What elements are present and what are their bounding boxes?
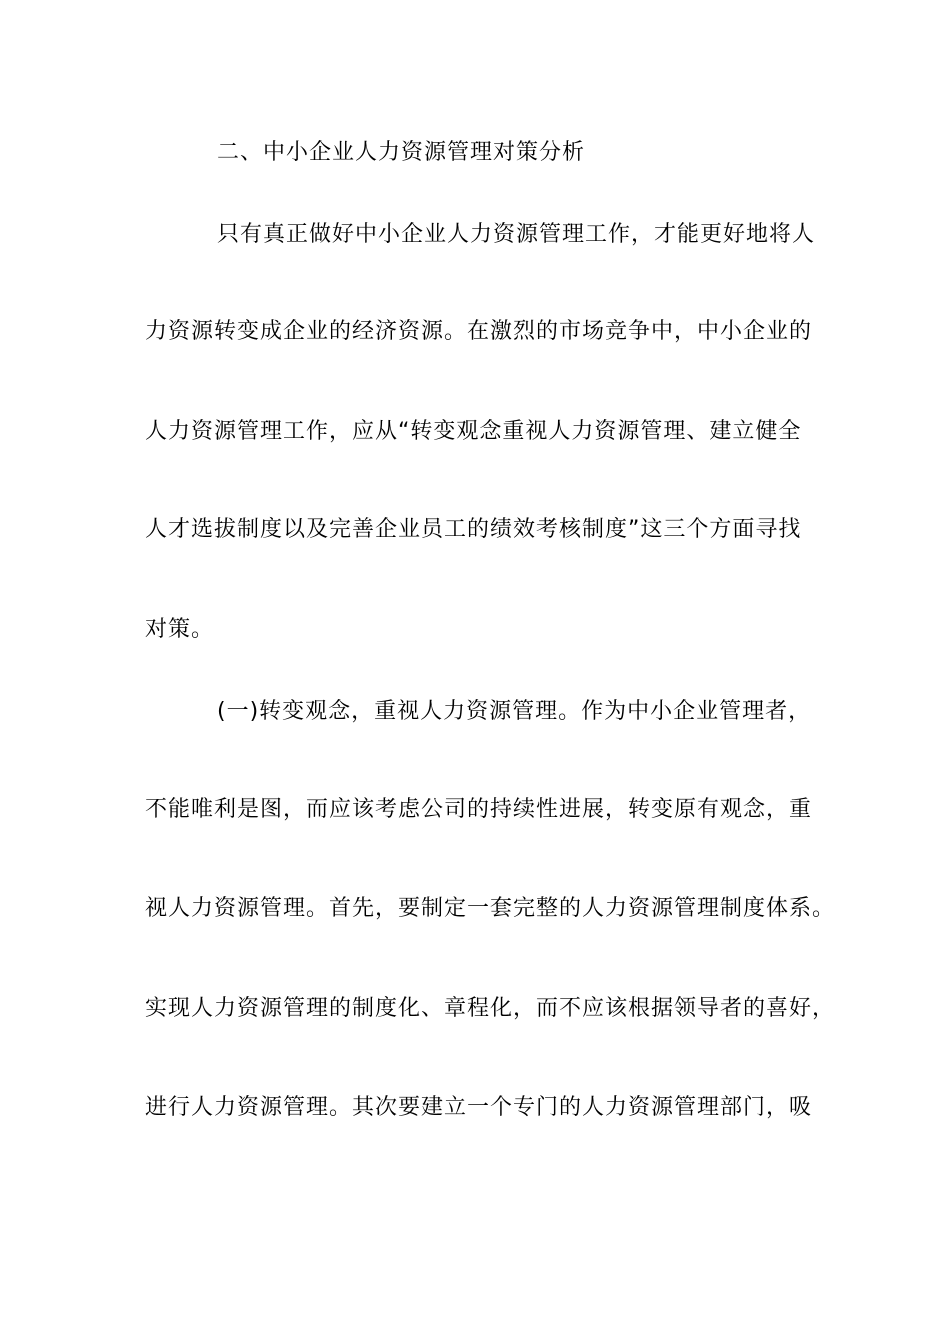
section-heading: 二、中小企业人力资源管理对策分析	[217, 140, 586, 165]
paragraph-2-line-4: 实现人力资源管理的制度化、章程化，而不应该根据领导者的喜好，	[145, 996, 836, 1021]
paragraph-2-line-5: 进行人力资源管理。其次要建立一个专门的人力资源管理部门，吸	[145, 1095, 813, 1120]
paragraph-1-line-1: 只有真正做好中小企业人力资源管理工作，才能更好地将人	[217, 222, 816, 247]
paragraph-1-line-5: 对策。	[145, 617, 215, 642]
paragraph-2-line-3: 视人力资源管理。首先，要制定一套完整的人力资源管理制度体系。	[145, 896, 836, 921]
paragraph-1-line-3: 人力资源管理工作，应从“转变观念重视人力资源管理、建立健全	[145, 419, 802, 444]
paragraph-1-line-4: 人才选拔制度以及完善企业员工的绩效考核制度”这三个方面寻找	[145, 517, 802, 542]
paragraph-2-line-2: 不能唯利是图，而应该考虑公司的持续性进展，转变原有观念，重	[145, 797, 813, 822]
paragraph-2-line-1: (一)转变观念，重视人力资源管理。作为中小企业管理者，	[217, 699, 812, 724]
paragraph-1-line-2: 力资源转变成企业的经济资源。在激烈的市场竞争中，中小企业的	[145, 319, 813, 344]
